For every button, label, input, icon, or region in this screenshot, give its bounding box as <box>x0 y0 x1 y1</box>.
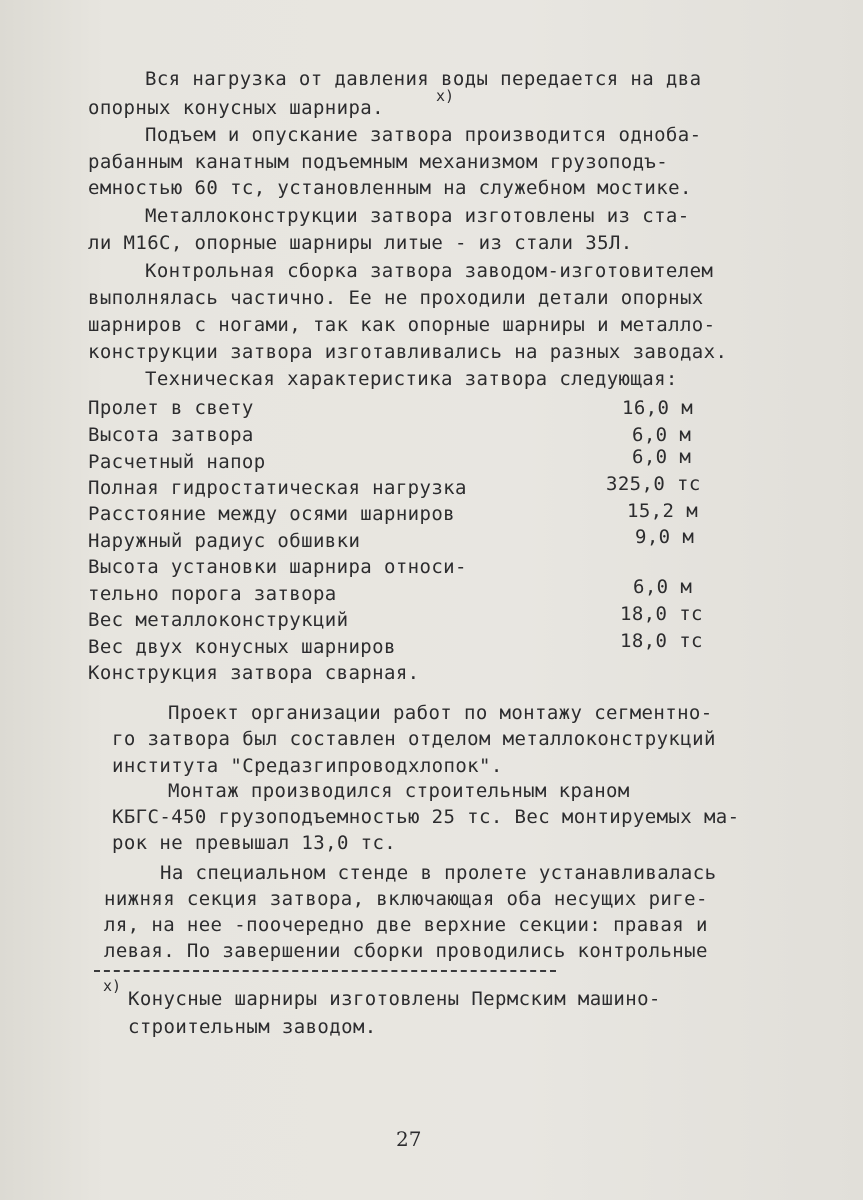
text-line: нижняя секция затвора, включающая оба несущих риге- <box>104 888 708 910</box>
spec-value: 16,0 м <box>622 397 694 419</box>
text-line: ли М16С, опорные шарниры литые - из стали 35Л. <box>88 232 633 254</box>
page-number: 27 <box>396 1127 422 1151</box>
spec-label: Вес двух конусных шарниров <box>88 636 396 658</box>
spec-label: Конструкция затвора сварная. <box>88 662 420 684</box>
spec-label: Расстояние между осями шарниров <box>88 503 456 525</box>
text-line: го затвора был составлен отделом металлоконструкций <box>112 728 716 750</box>
text-line: рок не превышал 13,0 тс. <box>112 832 397 854</box>
spec-value: 15,2 м <box>627 500 699 522</box>
text-line: рабанным канатным подъемным механизмом грузоподъ- <box>88 151 669 173</box>
spec-value: 18,0 тс <box>620 603 703 625</box>
footnote-mark: х) <box>103 977 122 995</box>
text-line: конструкции затвора изготавливались на разных заводах. <box>88 341 728 363</box>
text-line: левая. По завершении сборки проводились контрольные <box>104 940 708 962</box>
text-line: выполнялась частично. Ее не проходили детали опорных <box>88 287 704 309</box>
text-line: Монтаж производился строительным краном <box>168 780 630 802</box>
text-line: шарниров с ногами, так как опорные шарниры и металло- <box>88 314 716 336</box>
footnote-line: строительным заводом. <box>128 1016 377 1038</box>
spec-label: Высота установки шарнира относи- <box>88 556 467 578</box>
text-line: Вся нагрузка от давления воды передается на два <box>145 68 702 90</box>
text-line: опорных конусных шарнира. <box>88 97 384 119</box>
text-line: емностью 60 тс, установленным на служебном мостике. <box>88 177 692 199</box>
footnote-line: Конусные шарниры изготовлены Пермским машино- <box>128 988 661 1010</box>
text-line: Металлоконструкции затвора изготовлены из ста- <box>145 205 690 227</box>
spec-value: 18,0 тс <box>620 630 703 652</box>
spec-value: 6,0 м <box>632 446 692 468</box>
spec-intro: Техническая характеристика затвора следующая: <box>145 368 678 390</box>
spec-label: Полная гидростатическая нагрузка <box>88 477 467 499</box>
spec-value: 9,0 м <box>635 526 695 548</box>
text-line: Проект организации работ по монтажу сегментно- <box>168 702 713 724</box>
text-line: КБГС-450 грузоподъемностью 25 тс. Вес монтируемых ма- <box>112 806 740 828</box>
spec-value: 325,0 тс <box>606 473 701 495</box>
spec-label: Вес металлоконструкций <box>88 609 349 631</box>
spec-value: 6,0 м <box>632 424 692 446</box>
text-line: На специальном стенде в пролете устанавливалась <box>160 862 717 884</box>
spec-label: Высота затвора <box>88 424 254 446</box>
spec-label: тельно порога затвора <box>88 583 337 605</box>
footnote-reference: х) <box>436 87 455 105</box>
text-line: ля, на нее -поочередно две верхние секции: правая и <box>104 914 708 936</box>
text-line: Подъем и опускание затвора производится одноба- <box>145 124 702 146</box>
spec-value: 6,0 м <box>633 576 693 598</box>
text-line: Контрольная сборка затвора заводом-изготовителем <box>145 260 714 282</box>
spec-label: Наружный радиус обшивки <box>88 530 361 552</box>
text-line: института "Средазгипроводхлопок". <box>112 755 503 777</box>
footnote-divider <box>94 970 556 972</box>
spec-label: Пролет в свету <box>88 397 254 419</box>
spec-label: Расчетный напор <box>88 451 266 473</box>
